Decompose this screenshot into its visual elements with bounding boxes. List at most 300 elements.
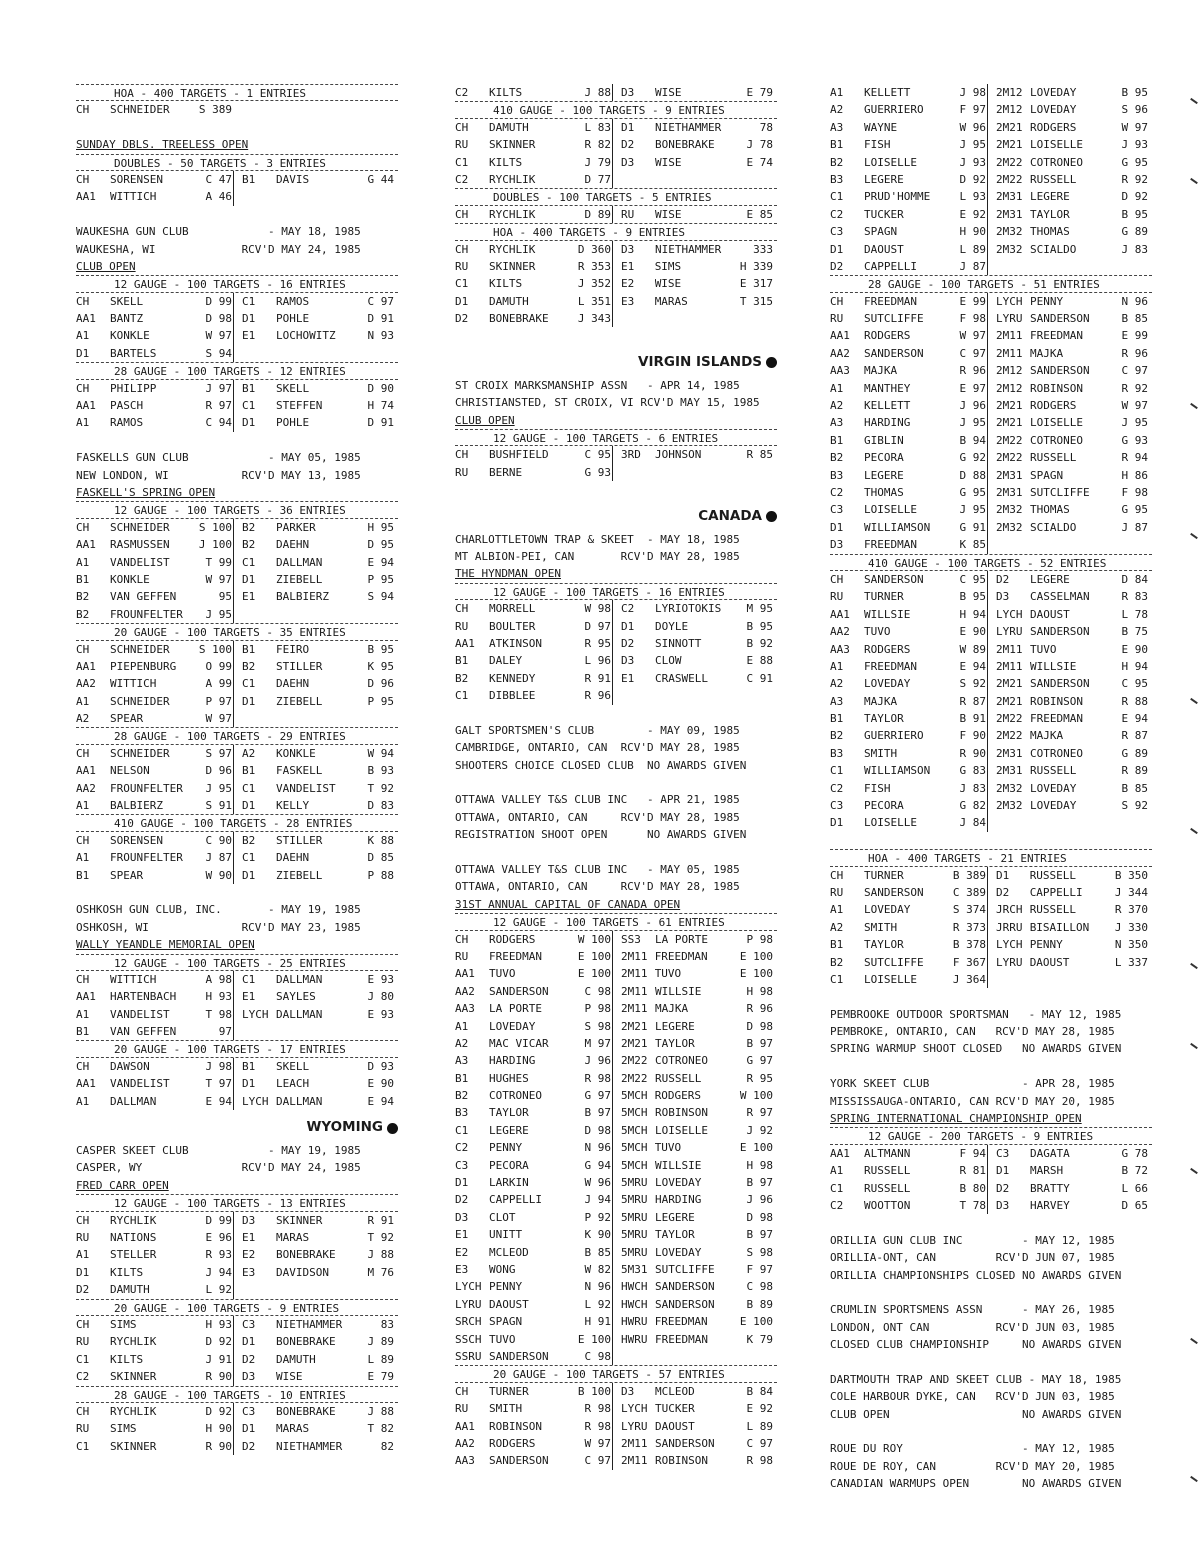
shooter-name: DALEY bbox=[489, 654, 523, 668]
shooter-name: SPEAR bbox=[110, 712, 144, 726]
shooter-name: WONG bbox=[489, 1263, 516, 1276]
score: R 87 bbox=[959, 694, 986, 708]
score: E 100 bbox=[577, 949, 611, 963]
state-name: CANADA bbox=[698, 507, 762, 524]
score: C 97 bbox=[367, 294, 394, 308]
club-line: CASPER, WY RCV'D MAY 24, 1985 bbox=[76, 1161, 361, 1175]
club-line: PEMBROKE, ONTARIO, CAN RCV'D MAY 28, 1985 bbox=[830, 1025, 1115, 1039]
shooter-name: RUSSELL bbox=[655, 1071, 702, 1085]
result-right bbox=[615, 1226, 777, 1243]
shooter-name: BRATTY bbox=[1030, 1181, 1070, 1195]
score: W 82 bbox=[584, 1263, 611, 1276]
result-right bbox=[615, 1400, 777, 1417]
shooter-name: DAOUST bbox=[655, 1419, 695, 1433]
shooter-name: SKINNER bbox=[276, 1213, 323, 1227]
result-left bbox=[76, 1246, 236, 1263]
class-label: HWRU bbox=[621, 1315, 648, 1329]
score: D 98 bbox=[746, 1019, 773, 1033]
result-right bbox=[990, 171, 1152, 188]
score: C 98 bbox=[584, 984, 611, 998]
result-row bbox=[830, 623, 1152, 640]
score: R 96 bbox=[746, 1002, 773, 1016]
result-right bbox=[615, 1070, 777, 1087]
score: R 97 bbox=[746, 1106, 773, 1120]
state-heading bbox=[455, 503, 777, 531]
score: J 96 bbox=[584, 1054, 611, 1068]
class-label: CH bbox=[76, 520, 90, 534]
score: J 95 bbox=[959, 503, 986, 517]
class-label: B1 bbox=[830, 938, 844, 952]
class-label: D1 bbox=[242, 572, 256, 586]
class-label: D1 bbox=[242, 799, 256, 813]
result-row bbox=[830, 762, 1152, 779]
score: E 100 bbox=[739, 949, 773, 963]
class-label: 2M32 bbox=[996, 242, 1023, 256]
shooter-name: THOMAS bbox=[864, 485, 904, 499]
score: E 85 bbox=[746, 207, 773, 221]
event-header: 20 GAUGE - 100 TARGETS - 17 ENTRIES bbox=[76, 1040, 398, 1057]
results-table bbox=[76, 380, 398, 432]
result-right bbox=[236, 641, 398, 658]
shooter-name: KENNEDY bbox=[489, 671, 536, 685]
shooter-name: DAMUTH bbox=[110, 1283, 150, 1297]
result-left bbox=[455, 119, 615, 136]
result-row bbox=[830, 919, 1152, 936]
score: B 95 bbox=[959, 590, 986, 604]
results-table bbox=[76, 745, 398, 815]
class-label: AA1 bbox=[76, 190, 96, 204]
result-row bbox=[76, 1023, 398, 1040]
class-label: C1 bbox=[830, 764, 844, 778]
shooter-name: WITTICH bbox=[110, 972, 157, 986]
result-right bbox=[236, 797, 398, 814]
score: C 95 bbox=[959, 572, 986, 586]
shooter-name: MARAS bbox=[654, 294, 688, 308]
result-right bbox=[990, 467, 1152, 484]
class-label: 2M31 bbox=[996, 485, 1023, 499]
class-label: A1 bbox=[76, 555, 90, 569]
class-label: B2 bbox=[76, 607, 90, 621]
score: J 91 bbox=[205, 1352, 232, 1366]
result-row bbox=[76, 1246, 398, 1263]
score: D 97 bbox=[584, 619, 611, 633]
result-right bbox=[236, 1075, 398, 1092]
result-left bbox=[830, 606, 990, 623]
shooter-name: KILTS bbox=[489, 155, 523, 169]
score: J 79 bbox=[584, 155, 611, 169]
shooter-name: FREEDMAN bbox=[864, 294, 917, 308]
class-label: 2M21 bbox=[996, 138, 1023, 152]
club-line: OSHKOSH GUN CLUB, INC. - MAY 19, 1985 bbox=[76, 903, 361, 917]
result-right bbox=[990, 241, 1152, 258]
score: P 95 bbox=[367, 572, 394, 586]
score: S 94 bbox=[367, 590, 394, 604]
shooter-name: SPEAR bbox=[110, 868, 144, 882]
shooter-name: MCLEOD bbox=[655, 1384, 695, 1398]
score: E 79 bbox=[367, 1370, 394, 1384]
spacer bbox=[830, 1058, 1152, 1075]
shooter-name: DAOUST bbox=[1029, 955, 1070, 969]
class-label: B1 bbox=[242, 764, 256, 778]
result-left bbox=[76, 606, 236, 623]
result-left bbox=[830, 432, 990, 449]
result-row bbox=[830, 467, 1152, 484]
score: B 85 bbox=[584, 1245, 611, 1259]
shooter-name: SANDERSON bbox=[489, 984, 549, 998]
spacer bbox=[455, 705, 777, 722]
margin-marks bbox=[1186, 0, 1200, 1568]
class-label: AA3 bbox=[830, 364, 850, 378]
score: B 97 bbox=[584, 1106, 611, 1120]
result-right bbox=[990, 501, 1152, 518]
shooter-name: TUVO bbox=[654, 967, 682, 981]
result-right bbox=[236, 988, 398, 1005]
score: J 93 bbox=[1121, 138, 1148, 152]
shooter-name: SKINNER bbox=[489, 138, 536, 152]
result-row bbox=[455, 1139, 777, 1156]
result-right bbox=[615, 1278, 777, 1295]
result-row bbox=[830, 223, 1152, 240]
class-label: B3 bbox=[830, 172, 844, 186]
shooter-name: BONEBRAKE bbox=[276, 1335, 336, 1349]
shooter-name: SCIALDO bbox=[1030, 242, 1077, 256]
class-label: C2 bbox=[455, 172, 469, 186]
class-label: D2 bbox=[621, 636, 635, 650]
class-label: CH bbox=[830, 868, 844, 882]
club-line: NEW LONDON, WI RCV'D MAY 13, 1985 bbox=[76, 468, 361, 482]
class-label bbox=[996, 258, 1030, 275]
score: E 93 bbox=[367, 972, 394, 986]
class-label: 5MCH bbox=[621, 1141, 648, 1155]
result-left bbox=[455, 1018, 615, 1035]
score: R 370 bbox=[1114, 903, 1148, 917]
club-line: CRUMLIN SPORTSMENS ASSN - MAY 26, 1985 bbox=[830, 1303, 1115, 1317]
class-label: B1 bbox=[242, 642, 256, 656]
event-title: THE HYNDMAN OPEN bbox=[455, 567, 561, 581]
result-row bbox=[76, 414, 398, 431]
score: D 85 bbox=[367, 851, 394, 865]
result-row bbox=[76, 710, 398, 727]
class-label: RU bbox=[76, 1335, 90, 1349]
shooter-name: GIBLIN bbox=[864, 433, 904, 447]
result-left bbox=[76, 780, 236, 797]
shooter-name: SORENSEN bbox=[110, 172, 163, 186]
shooter-name: BOULTER bbox=[489, 619, 536, 633]
result-row bbox=[455, 1261, 777, 1278]
score bbox=[741, 310, 777, 327]
score: M 97 bbox=[584, 1036, 611, 1050]
class-label: D1 bbox=[76, 1265, 90, 1279]
class-label: CH bbox=[455, 120, 469, 134]
class-label: B1 bbox=[830, 433, 844, 447]
score: C 98 bbox=[746, 1280, 773, 1294]
results-table bbox=[830, 867, 1152, 989]
class-label: B1 bbox=[242, 172, 256, 186]
score: B 85 bbox=[1121, 781, 1148, 795]
score: J 88 bbox=[367, 1404, 394, 1418]
result-left bbox=[455, 154, 615, 171]
score: R 98 bbox=[584, 1419, 611, 1433]
class-label: C3 bbox=[830, 799, 844, 813]
class-label: D3 bbox=[621, 654, 635, 668]
result-row bbox=[455, 258, 777, 275]
class-label: A2 bbox=[830, 103, 844, 117]
shooter-name bbox=[655, 1348, 741, 1365]
score: E 99 bbox=[959, 294, 986, 308]
class-label bbox=[242, 1023, 276, 1040]
shooter-name bbox=[1030, 971, 1116, 988]
score: A 98 bbox=[205, 972, 232, 986]
result-row bbox=[76, 1229, 398, 1246]
shooter-name: SMITH bbox=[489, 1402, 523, 1416]
result-right bbox=[615, 1139, 777, 1156]
class-label: A3 bbox=[830, 416, 844, 430]
result-left bbox=[830, 658, 990, 675]
shooter-name: SANDERSON bbox=[1030, 677, 1090, 691]
club-line: OTTAWA, ONTARIO, CAN RCV'D MAY 28, 1985 bbox=[455, 810, 740, 824]
result-right bbox=[236, 710, 398, 727]
shooter-name: LA PORTE bbox=[489, 1002, 542, 1016]
score: D 84 bbox=[1121, 572, 1148, 586]
shooter-name: RUSSELL bbox=[1030, 764, 1077, 778]
result-right bbox=[990, 119, 1152, 136]
score: R 94 bbox=[1121, 451, 1148, 465]
result-left bbox=[830, 84, 990, 101]
class-label: 5MRU bbox=[621, 1245, 648, 1259]
result-left bbox=[76, 345, 236, 362]
class-label: D1 bbox=[830, 816, 844, 830]
shooter-name: MARSH bbox=[1030, 1164, 1064, 1178]
shooter-name: TUCKER bbox=[864, 207, 904, 221]
class-label: 2M22 bbox=[996, 172, 1023, 186]
club-line: SPRING WARMUP SHOOT CLOSED NO AWARDS GIVEN bbox=[830, 1042, 1122, 1056]
score: J 100 bbox=[198, 538, 232, 552]
class-label: AA3 bbox=[830, 642, 850, 656]
score: H 90 bbox=[205, 1422, 232, 1436]
result-row bbox=[76, 1264, 398, 1281]
result-left bbox=[76, 397, 236, 414]
score bbox=[362, 101, 398, 118]
result-left bbox=[455, 1139, 615, 1156]
class-label: C2 bbox=[830, 207, 844, 221]
result-row bbox=[455, 293, 777, 310]
shooter-name: RODGERS bbox=[864, 642, 911, 656]
shooter-name bbox=[655, 171, 741, 188]
result-row bbox=[76, 171, 398, 188]
result-right bbox=[236, 310, 398, 327]
score: W 89 bbox=[959, 642, 986, 656]
score: D 91 bbox=[367, 416, 394, 430]
club-line: ROUE DE ROY, CAN RCV'D MAY 20, 1985 bbox=[830, 1459, 1115, 1473]
bullet-icon bbox=[387, 1123, 398, 1134]
event-header: 20 GAUGE - 100 TARGETS - 9 ENTRIES bbox=[76, 1299, 398, 1316]
class-label: B1 bbox=[242, 1059, 256, 1073]
shooter-name: HARDING bbox=[864, 416, 911, 430]
result-left bbox=[830, 171, 990, 188]
shooter-name: SCHNEIDER bbox=[110, 520, 170, 534]
event-header: 12 GAUGE - 100 TARGETS - 25 ENTRIES bbox=[76, 954, 398, 971]
result-left bbox=[76, 380, 236, 397]
class-label: C2 bbox=[830, 1199, 844, 1212]
club-line: PEMBROOKE OUTDOOR SPORTSMAN - MAY 12, 1985 bbox=[830, 1007, 1122, 1021]
result-row bbox=[830, 745, 1152, 762]
result-right bbox=[990, 693, 1152, 710]
result-row bbox=[830, 571, 1152, 588]
score: B 75 bbox=[1121, 625, 1148, 639]
shooter-name: NIETHAMMER bbox=[655, 242, 722, 256]
result-row bbox=[830, 675, 1152, 692]
score: J 89 bbox=[367, 1335, 394, 1349]
spacer bbox=[76, 206, 398, 223]
score: G 93 bbox=[584, 465, 611, 479]
class-label: 5MRU bbox=[621, 1176, 648, 1190]
score: E 100 bbox=[739, 1315, 773, 1329]
score: J 95 bbox=[959, 138, 986, 152]
shooter-name: DAEHN bbox=[276, 538, 310, 552]
shooter-name bbox=[276, 606, 362, 623]
results-table bbox=[455, 206, 777, 223]
shooter-name: THOMAS bbox=[1030, 503, 1070, 517]
result-left bbox=[830, 188, 990, 205]
score: J 94 bbox=[205, 1265, 232, 1279]
result-row bbox=[455, 687, 777, 704]
result-right bbox=[615, 635, 777, 652]
shooter-name: BALBIERZ bbox=[110, 799, 163, 813]
shooter-name: ROBINSON bbox=[1030, 694, 1083, 708]
class-label: 5MCH bbox=[621, 1158, 648, 1172]
result-left bbox=[76, 1438, 236, 1455]
class-label: D3 bbox=[621, 1384, 635, 1398]
shooter-name: CLOT bbox=[489, 1210, 516, 1224]
result-left bbox=[830, 136, 990, 153]
event-header: HOA - 400 TARGETS - 1 ENTRIES bbox=[76, 84, 398, 101]
result-row bbox=[830, 188, 1152, 205]
result-right bbox=[990, 588, 1152, 605]
score: B 97 bbox=[746, 1176, 773, 1190]
class-label: B1 bbox=[242, 381, 256, 395]
class-label: D1 bbox=[242, 312, 256, 326]
score: G 92 bbox=[959, 451, 986, 465]
class-label: SSRU bbox=[455, 1349, 482, 1363]
score: 82 bbox=[380, 1439, 394, 1453]
result-left bbox=[830, 484, 990, 501]
class-label: AA1 bbox=[76, 659, 96, 673]
class-label: C1 bbox=[242, 851, 256, 865]
shooter-name: SIMS bbox=[110, 1422, 137, 1436]
result-right bbox=[236, 1333, 398, 1350]
shooter-name: TUVO bbox=[489, 1332, 516, 1346]
result-left bbox=[76, 293, 236, 310]
score bbox=[741, 687, 777, 704]
class-label: B2 bbox=[242, 520, 256, 534]
result-right bbox=[236, 1023, 398, 1040]
score: J 83 bbox=[1121, 242, 1148, 256]
shooter-name: RODGERS bbox=[864, 329, 911, 343]
result-row bbox=[830, 588, 1152, 605]
result-right bbox=[990, 1197, 1152, 1214]
result-right bbox=[990, 536, 1152, 553]
shooter-name: WISE bbox=[655, 155, 682, 169]
spacer bbox=[830, 1214, 1152, 1231]
shooter-name: VANDELIST bbox=[110, 1077, 170, 1091]
result-left bbox=[455, 1104, 615, 1121]
result-row bbox=[76, 832, 398, 849]
score: E 94 bbox=[959, 659, 986, 673]
shooter-name: SANDERSON bbox=[489, 1454, 549, 1468]
shooter-name: FROUNFELTER bbox=[110, 851, 183, 865]
shooter-name: HARDING bbox=[489, 1054, 536, 1068]
shooter-name: CLOW bbox=[655, 654, 682, 668]
shooter-name: MORRELL bbox=[489, 602, 536, 616]
result-row bbox=[455, 618, 777, 635]
score: E 90 bbox=[367, 1077, 394, 1091]
score: D 99 bbox=[205, 294, 232, 308]
result-left bbox=[455, 948, 615, 965]
shooter-name: KILTS bbox=[110, 1265, 144, 1279]
class-label: C2 bbox=[621, 602, 635, 616]
spacer bbox=[830, 1284, 1152, 1301]
class-label: SS3 bbox=[621, 932, 641, 946]
score: K 79 bbox=[746, 1332, 773, 1346]
result-row bbox=[455, 670, 777, 687]
result-row bbox=[76, 588, 398, 605]
class-label: D1 bbox=[242, 1335, 256, 1349]
club-line: LONDON, ONT CAN RCV'D JUN 03, 1985 bbox=[830, 1320, 1115, 1334]
result-left bbox=[830, 971, 990, 988]
shooter-name: FROUNFELTER bbox=[110, 781, 183, 795]
shooter-name: SUTCLIFFE bbox=[864, 312, 924, 326]
result-row bbox=[455, 206, 777, 223]
class-label bbox=[242, 188, 276, 205]
score: W 97 bbox=[584, 1436, 611, 1450]
score: G 91 bbox=[959, 520, 986, 534]
result-right bbox=[990, 293, 1152, 310]
score: L 93 bbox=[959, 190, 986, 204]
event-header: 28 GAUGE - 100 TARGETS - 10 ENTRIES bbox=[76, 1386, 398, 1403]
score: E 90 bbox=[959, 625, 986, 639]
class-label: LYCH bbox=[996, 294, 1023, 308]
result-left bbox=[830, 293, 990, 310]
result-row bbox=[76, 658, 398, 675]
shooter-name: SMITH bbox=[864, 920, 898, 934]
shooter-name: BONEBRAKE bbox=[489, 312, 549, 326]
class-label: D2 bbox=[242, 1439, 256, 1453]
shooter-name: LOVEDAY bbox=[655, 1176, 702, 1190]
shooter-name: LOISELLE bbox=[864, 816, 917, 830]
result-left bbox=[455, 1261, 615, 1278]
result-right bbox=[615, 1435, 777, 1452]
result-right bbox=[236, 971, 398, 988]
result-left bbox=[455, 1452, 615, 1469]
result-right bbox=[615, 965, 777, 982]
score: O 99 bbox=[205, 659, 232, 673]
result-row bbox=[455, 84, 777, 101]
result-right bbox=[615, 84, 777, 101]
class-label: JRRU bbox=[996, 920, 1023, 934]
shooter-name: WAYNE bbox=[864, 120, 898, 134]
score: E 96 bbox=[205, 1231, 232, 1244]
result-right bbox=[236, 1420, 398, 1437]
shooter-name: ROBINSON bbox=[655, 1106, 708, 1120]
result-left bbox=[455, 84, 615, 101]
shooter-name: WISE bbox=[276, 1370, 303, 1384]
class-label: 2M22 bbox=[996, 433, 1023, 447]
event-header: DOUBLES - 50 TARGETS - 3 ENTRIES bbox=[76, 154, 398, 171]
score: S 100 bbox=[198, 520, 232, 534]
result-row bbox=[76, 971, 398, 988]
result-row bbox=[830, 136, 1152, 153]
score: J 88 bbox=[367, 1248, 394, 1262]
